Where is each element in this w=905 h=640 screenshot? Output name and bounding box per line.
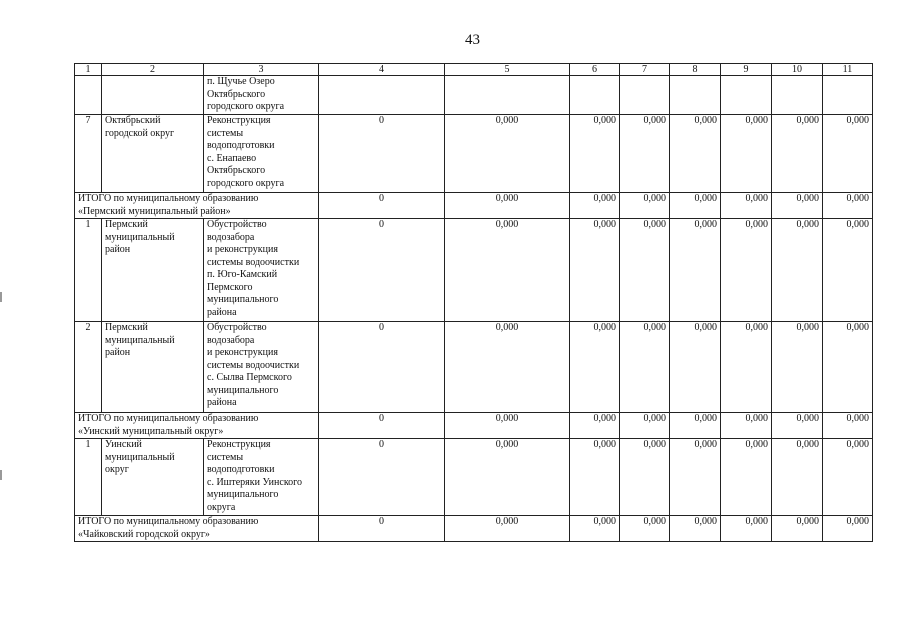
value-cell-col11: 0,000 xyxy=(823,193,873,219)
value-cell-col8: 0,000 xyxy=(670,193,721,219)
value-cell-col8: 0,000 xyxy=(670,516,721,542)
total-row xyxy=(75,413,873,439)
value-cell-col8: 0,000 xyxy=(670,115,721,193)
value-cell-col9: 0,000 xyxy=(721,219,772,322)
value-cell-col6: 0,000 xyxy=(570,219,620,322)
object-name-cell: Реконструкция системы водоподготовки с. Енапаево Октябрьского городского округа xyxy=(204,115,319,193)
total-row xyxy=(75,516,873,542)
value-cell-col6: 0,000 xyxy=(570,193,620,219)
total-label-cell: ИТОГО по муниципальному образованию «Чайковский городской округ» xyxy=(75,516,319,542)
value-cell-col4: 0 xyxy=(319,439,445,516)
row-number-cell: 1 xyxy=(75,439,102,516)
value-cell-col6: 0,000 xyxy=(570,322,620,413)
value-cell-col4: 0 xyxy=(319,516,445,542)
municipality-cell xyxy=(102,76,204,115)
value-cell-col9: 0,000 xyxy=(721,115,772,193)
value-cell-col7: 0,000 xyxy=(620,516,670,542)
column-header: 4 xyxy=(319,64,445,76)
value-cell-col9: 0,000 xyxy=(721,516,772,542)
value-cell-col4: 0 xyxy=(319,193,445,219)
value-cell-col10: 0,000 xyxy=(772,516,823,542)
value-cell-col8 xyxy=(670,76,721,115)
table-row xyxy=(75,76,873,115)
column-header: 10 xyxy=(772,64,823,76)
value-cell-col9: 0,000 xyxy=(721,439,772,516)
page-number: 43 xyxy=(465,32,480,48)
value-cell-col10 xyxy=(772,76,823,115)
value-cell-col11: 0,000 xyxy=(823,219,873,322)
value-cell-col9: 0,000 xyxy=(721,413,772,439)
total-row xyxy=(75,193,873,219)
value-cell-col5: 0,000 xyxy=(445,322,570,413)
value-cell-col8: 0,000 xyxy=(670,219,721,322)
value-cell-col7: 0,000 xyxy=(620,219,670,322)
value-cell-col9: 0,000 xyxy=(721,193,772,219)
value-cell-col5: 0,000 xyxy=(445,219,570,322)
value-cell-col4 xyxy=(319,76,445,115)
total-label-cell: ИТОГО по муниципальному образованию «Уинский муниципальный округ» xyxy=(75,413,319,439)
value-cell-col6: 0,000 xyxy=(570,516,620,542)
column-header: 9 xyxy=(721,64,772,76)
row-number-cell: 7 xyxy=(75,115,102,193)
table-body xyxy=(75,64,873,542)
scan-edge-mark xyxy=(0,292,2,302)
value-cell-col8: 0,000 xyxy=(670,439,721,516)
scan-edge-mark xyxy=(0,470,2,480)
table-row xyxy=(75,219,873,322)
column-header: 6 xyxy=(570,64,620,76)
value-cell-col11 xyxy=(823,76,873,115)
value-cell-col4: 0 xyxy=(319,219,445,322)
municipality-cell: Пермский муниципальный район xyxy=(102,322,204,413)
value-cell-col5: 0,000 xyxy=(445,115,570,193)
value-cell-col7: 0,000 xyxy=(620,413,670,439)
value-cell-col4: 0 xyxy=(319,322,445,413)
municipality-cell: Октябрьский городской округ xyxy=(102,115,204,193)
value-cell-col11: 0,000 xyxy=(823,516,873,542)
value-cell-col9 xyxy=(721,76,772,115)
value-cell-col10: 0,000 xyxy=(772,219,823,322)
value-cell-col10: 0,000 xyxy=(772,439,823,516)
value-cell-col11: 0,000 xyxy=(823,115,873,193)
value-cell-col10: 0,000 xyxy=(772,193,823,219)
municipality-cell: Пермский муниципальный район xyxy=(102,219,204,322)
value-cell-col11: 0,000 xyxy=(823,439,873,516)
value-cell-col6 xyxy=(570,76,620,115)
value-cell-col10: 0,000 xyxy=(772,322,823,413)
value-cell-col5: 0,000 xyxy=(445,193,570,219)
value-cell-col5: 0,000 xyxy=(445,516,570,542)
value-cell-col6: 0,000 xyxy=(570,115,620,193)
row-number-cell: 2 xyxy=(75,322,102,413)
value-cell-col4: 0 xyxy=(319,115,445,193)
value-cell-col11: 0,000 xyxy=(823,413,873,439)
object-name-cell: п. Щучье Озеро Октябрьского городского округа xyxy=(204,76,319,115)
column-header: 5 xyxy=(445,64,570,76)
value-cell-col7: 0,000 xyxy=(620,439,670,516)
object-name-cell: Реконструкция системы водоподготовки с. Иштеряки Уинского муниципального округа xyxy=(204,439,319,516)
value-cell-col8: 0,000 xyxy=(670,322,721,413)
column-header: 1 xyxy=(75,64,102,76)
value-cell-col5: 0,000 xyxy=(445,439,570,516)
data-table xyxy=(74,63,873,542)
column-header: 2 xyxy=(102,64,204,76)
value-cell-col7: 0,000 xyxy=(620,115,670,193)
value-cell-col10: 0,000 xyxy=(772,115,823,193)
object-name-cell: Обустройство водозабора и реконструкция системы водоочистки п. Юго-Камский Пермского муниципального района xyxy=(204,219,319,322)
value-cell-col6: 0,000 xyxy=(570,413,620,439)
value-cell-col9: 0,000 xyxy=(721,322,772,413)
total-label-cell: ИТОГО по муниципальному образованию «Пермский муниципальный район» xyxy=(75,193,319,219)
value-cell-col4: 0 xyxy=(319,413,445,439)
column-header: 3 xyxy=(204,64,319,76)
table-row xyxy=(75,439,873,516)
row-number-cell xyxy=(75,76,102,115)
value-cell-col11: 0,000 xyxy=(823,322,873,413)
row-number-cell: 1 xyxy=(75,219,102,322)
value-cell-col5: 0,000 xyxy=(445,413,570,439)
object-name-cell: Обустройство водозабора и реконструкция системы водоочистки с. Сылва Пермского муниципального района xyxy=(204,322,319,413)
value-cell-col7 xyxy=(620,76,670,115)
value-cell-col7: 0,000 xyxy=(620,322,670,413)
header-row xyxy=(75,64,873,76)
column-header: 11 xyxy=(823,64,873,76)
value-cell-col5 xyxy=(445,76,570,115)
table-row xyxy=(75,115,873,193)
value-cell-col8: 0,000 xyxy=(670,413,721,439)
column-header: 7 xyxy=(620,64,670,76)
value-cell-col7: 0,000 xyxy=(620,193,670,219)
column-header: 8 xyxy=(670,64,721,76)
table-row xyxy=(75,322,873,413)
value-cell-col10: 0,000 xyxy=(772,413,823,439)
value-cell-col6: 0,000 xyxy=(570,439,620,516)
municipality-cell: Уинский муниципальный округ xyxy=(102,439,204,516)
